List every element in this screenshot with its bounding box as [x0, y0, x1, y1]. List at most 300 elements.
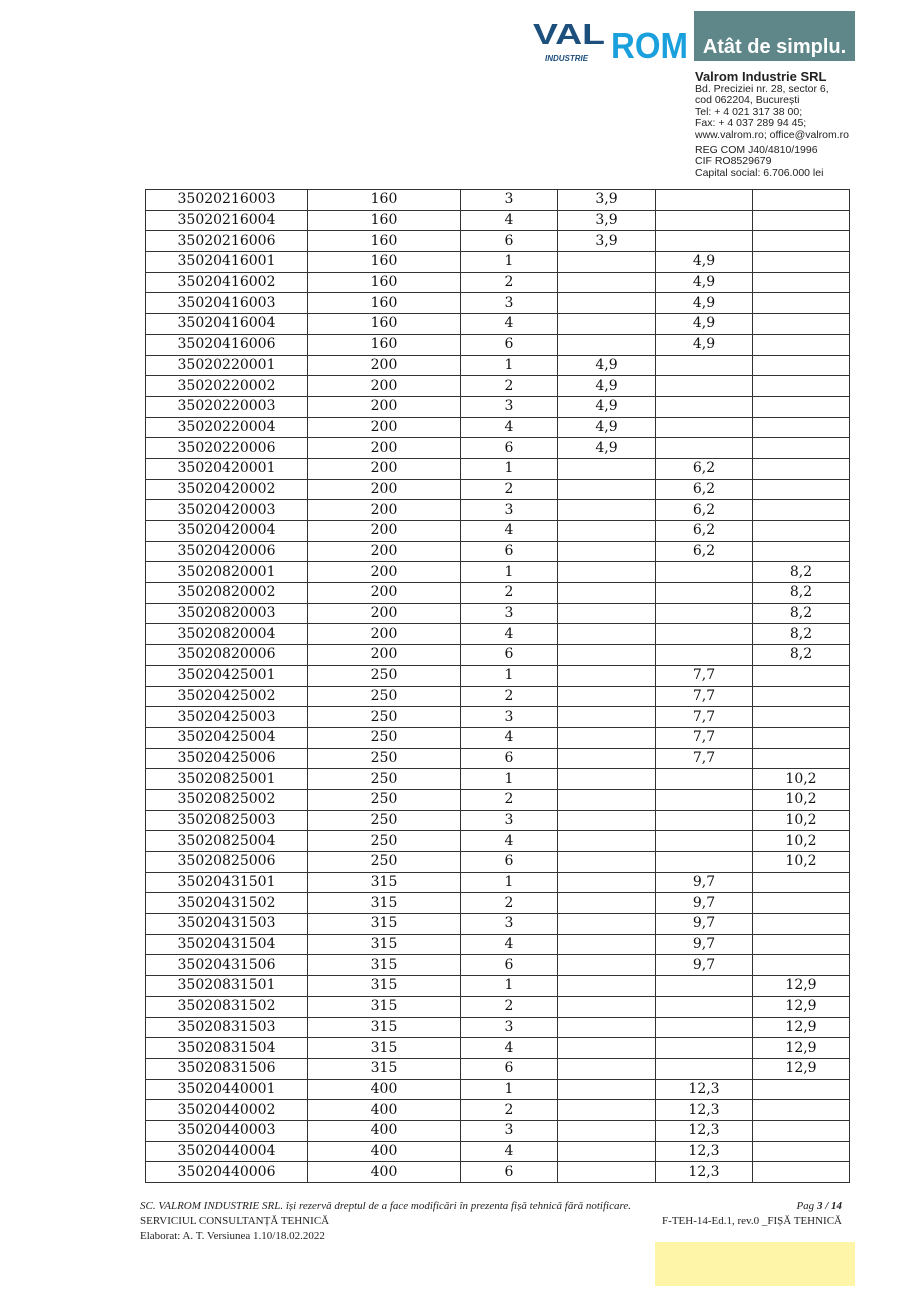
- table-row: [146, 376, 850, 397]
- table-cell: [558, 458, 656, 479]
- table-cell: 35020416006: [146, 334, 308, 355]
- table-row: [146, 190, 850, 211]
- table-cell: [558, 727, 656, 748]
- table-row: [146, 1017, 850, 1038]
- table-cell: 35020440001: [146, 1079, 308, 1100]
- address-line: Bd. Preciziei nr. 28, sector 6,: [695, 83, 829, 95]
- table-cell: [753, 396, 850, 417]
- table-cell: 6,2: [656, 458, 753, 479]
- table-cell: 3: [461, 190, 558, 211]
- table-cell: [656, 231, 753, 252]
- table-cell: 250: [308, 727, 461, 748]
- table-row: [146, 562, 850, 583]
- table-cell: 3: [461, 603, 558, 624]
- company-info: [695, 70, 849, 179]
- table-cell: 35020220003: [146, 396, 308, 417]
- table-cell: 35020820004: [146, 624, 308, 645]
- table-cell: 200: [308, 645, 461, 666]
- table-cell: [656, 583, 753, 604]
- table-cell: 35020420004: [146, 521, 308, 542]
- table-cell: [558, 645, 656, 666]
- table-cell: [558, 831, 656, 852]
- table-cell: 6,2: [656, 479, 753, 500]
- table-cell: 35020220006: [146, 438, 308, 459]
- web-email-line: www.valrom.ro; office@valrom.ro: [695, 128, 850, 141]
- table-cell: 6: [461, 1058, 558, 1079]
- table-cell: 315: [308, 1038, 461, 1059]
- table-cell: 6: [461, 438, 558, 459]
- table-cell: 315: [308, 893, 461, 914]
- table-cell: 2: [461, 479, 558, 500]
- table-cell: 1: [461, 458, 558, 479]
- table-cell: 315: [308, 1017, 461, 1038]
- table-row: [146, 1079, 850, 1100]
- table-cell: [558, 1079, 656, 1100]
- table-cell: 35020825006: [146, 852, 308, 873]
- table-cell: 35020425003: [146, 707, 308, 728]
- table-row: [146, 769, 850, 790]
- table-cell: [558, 1120, 656, 1141]
- table-cell: [558, 686, 656, 707]
- table-cell: [753, 355, 850, 376]
- table-cell: 35020220004: [146, 417, 308, 438]
- table-cell: [558, 1058, 656, 1079]
- table-cell: 12,9: [753, 976, 850, 997]
- table-cell: 200: [308, 376, 461, 397]
- table-row: [146, 748, 850, 769]
- table-cell: 200: [308, 541, 461, 562]
- table-cell: [656, 1017, 753, 1038]
- table-cell: [558, 624, 656, 645]
- table-cell: 4,9: [558, 396, 656, 417]
- phone-line: Tel: + 4 021 317 38 00;: [695, 105, 803, 118]
- table-row: [146, 583, 850, 604]
- table-cell: 2: [461, 893, 558, 914]
- table-cell: 4,9: [558, 417, 656, 438]
- table-cell: 1: [461, 769, 558, 790]
- table-row: [146, 500, 850, 521]
- table-cell: 315: [308, 1058, 461, 1079]
- table-cell: 9,7: [656, 955, 753, 976]
- table-row: [146, 458, 850, 479]
- svg-text:VAL: VAL: [533, 19, 605, 51]
- table-cell: 3: [461, 1017, 558, 1038]
- table-cell: 400: [308, 1141, 461, 1162]
- table-cell: [558, 293, 656, 314]
- table-cell: 35020431502: [146, 893, 308, 914]
- table-cell: 9,7: [656, 872, 753, 893]
- table-cell: 7,7: [656, 686, 753, 707]
- table-cell: 2: [461, 1100, 558, 1121]
- disclaimer: SC. VALROM INDUSTRIE SRL. își rezervă dreptul de a face modificări în prezenta fișă tehnică fără notificare.: [140, 1200, 631, 1212]
- table-cell: 160: [308, 231, 461, 252]
- table-cell: 35020420002: [146, 479, 308, 500]
- table-row: [146, 727, 850, 748]
- table-cell: 1: [461, 252, 558, 273]
- table-cell: 35020416004: [146, 314, 308, 335]
- table-cell: 3: [461, 707, 558, 728]
- address-line: cod 062204, București: [695, 94, 800, 107]
- table-cell: 10,2: [753, 769, 850, 790]
- table-cell: 35020431503: [146, 914, 308, 935]
- table-cell: [753, 541, 850, 562]
- table-cell: [558, 955, 656, 976]
- table-cell: [753, 893, 850, 914]
- table-cell: 35020825004: [146, 831, 308, 852]
- table-cell: [558, 521, 656, 542]
- table-cell: [753, 458, 850, 479]
- table-cell: 200: [308, 624, 461, 645]
- table-cell: [558, 314, 656, 335]
- table-row: [146, 417, 850, 438]
- table-cell: [558, 1017, 656, 1038]
- table-row: [146, 914, 850, 935]
- table-cell: 4,9: [656, 293, 753, 314]
- table-cell: 3: [461, 810, 558, 831]
- table-cell: [656, 810, 753, 831]
- table-cell: [656, 438, 753, 459]
- table-cell: [753, 314, 850, 335]
- table-cell: 35020216004: [146, 210, 308, 231]
- table-cell: 2: [461, 376, 558, 397]
- table-cell: [656, 562, 753, 583]
- fax-line: Fax: + 4 037 289 94 45;: [695, 117, 807, 130]
- table-cell: 35020820002: [146, 583, 308, 604]
- table-cell: [656, 769, 753, 790]
- table-cell: 1: [461, 355, 558, 376]
- table-cell: 35020220001: [146, 355, 308, 376]
- page-number: 3 / 14: [816, 1200, 842, 1212]
- table-cell: 9,7: [656, 893, 753, 914]
- table-cell: 6: [461, 541, 558, 562]
- table-cell: 6: [461, 645, 558, 666]
- table-cell: 10,2: [753, 852, 850, 873]
- table-cell: 35020440006: [146, 1162, 308, 1183]
- table-cell: 6: [461, 231, 558, 252]
- table-cell: 315: [308, 976, 461, 997]
- page-indicator: Pag 3 / 14: [796, 1200, 842, 1212]
- table-cell: 4: [461, 314, 558, 335]
- table-cell: 8,2: [753, 562, 850, 583]
- table-cell: 250: [308, 686, 461, 707]
- table-cell: [753, 748, 850, 769]
- table-cell: 6: [461, 748, 558, 769]
- registry-line: CIF RO8529679: [695, 155, 772, 168]
- table-cell: [558, 252, 656, 273]
- table-cell: [753, 521, 850, 542]
- table-row: [146, 810, 850, 831]
- company-name: Valrom Industrie SRL: [695, 69, 827, 84]
- table-cell: 3,9: [558, 190, 656, 211]
- table-cell: [656, 396, 753, 417]
- table-cell: [753, 1100, 850, 1121]
- table-cell: 35020831506: [146, 1058, 308, 1079]
- table-cell: 35020440004: [146, 1141, 308, 1162]
- table-cell: 8,2: [753, 624, 850, 645]
- table-cell: [558, 976, 656, 997]
- table-cell: [753, 376, 850, 397]
- table-row: [146, 1162, 850, 1183]
- table-cell: 1: [461, 976, 558, 997]
- slogan-banner: Atât de simplu.: [694, 11, 855, 61]
- table-cell: [558, 1100, 656, 1121]
- table-cell: [558, 603, 656, 624]
- table-cell: 35020440002: [146, 1100, 308, 1121]
- table-cell: 35020831503: [146, 1017, 308, 1038]
- table-cell: 250: [308, 769, 461, 790]
- table-cell: 35020431504: [146, 934, 308, 955]
- table-cell: 6: [461, 852, 558, 873]
- svg-text:INDUSTRIE: INDUSTRIE: [545, 54, 589, 63]
- table-cell: [656, 210, 753, 231]
- table-cell: 3,9: [558, 210, 656, 231]
- table-cell: [656, 996, 753, 1017]
- table-cell: 250: [308, 852, 461, 873]
- department: SERVICIUL CONSULTANȚĂ TEHNICĂ: [140, 1215, 330, 1227]
- table-cell: [753, 479, 850, 500]
- table-cell: 200: [308, 458, 461, 479]
- table-cell: 4: [461, 1141, 558, 1162]
- table-cell: 10,2: [753, 789, 850, 810]
- table-cell: 35020820003: [146, 603, 308, 624]
- table-cell: [558, 1162, 656, 1183]
- table-cell: 315: [308, 955, 461, 976]
- table-cell: 250: [308, 810, 461, 831]
- table-row: [146, 1120, 850, 1141]
- table-row: [146, 355, 850, 376]
- table-cell: 9,7: [656, 914, 753, 935]
- table-row: [146, 645, 850, 666]
- table-row: [146, 872, 850, 893]
- table-cell: [753, 1141, 850, 1162]
- table-cell: 200: [308, 583, 461, 604]
- table-cell: 35020825003: [146, 810, 308, 831]
- registry-line: REG COM J40/4810/1996: [695, 144, 818, 157]
- table-cell: [558, 872, 656, 893]
- table-cell: [753, 1162, 850, 1183]
- table-cell: 12,3: [656, 1120, 753, 1141]
- table-row: [146, 1058, 850, 1079]
- table-cell: [656, 417, 753, 438]
- table-cell: 12,9: [753, 1017, 850, 1038]
- table-cell: 35020216003: [146, 190, 308, 211]
- table-row: [146, 603, 850, 624]
- table-cell: 35020420003: [146, 500, 308, 521]
- table-cell: 4,9: [656, 314, 753, 335]
- table-cell: [558, 1038, 656, 1059]
- table-cell: 6,2: [656, 500, 753, 521]
- table-cell: [558, 272, 656, 293]
- table-cell: [558, 789, 656, 810]
- table-cell: 9,7: [656, 934, 753, 955]
- table-cell: 400: [308, 1162, 461, 1183]
- table-row: [146, 314, 850, 335]
- table-row: [146, 479, 850, 500]
- table-cell: 10,2: [753, 831, 850, 852]
- table-cell: [753, 190, 850, 211]
- table-cell: 250: [308, 748, 461, 769]
- table-cell: 6: [461, 334, 558, 355]
- table-cell: [753, 665, 850, 686]
- table-cell: 2: [461, 272, 558, 293]
- table-cell: [656, 831, 753, 852]
- table-row: [146, 1141, 850, 1162]
- table-cell: 200: [308, 396, 461, 417]
- table-cell: 12,3: [656, 1162, 753, 1183]
- table-cell: 4: [461, 210, 558, 231]
- table-cell: [656, 976, 753, 997]
- table-row: [146, 293, 850, 314]
- table-cell: 400: [308, 1079, 461, 1100]
- table-cell: [558, 769, 656, 790]
- table-cell: [753, 438, 850, 459]
- table-cell: [558, 1141, 656, 1162]
- table-cell: 250: [308, 789, 461, 810]
- table-cell: [558, 810, 656, 831]
- table-cell: 200: [308, 521, 461, 542]
- table-cell: 200: [308, 562, 461, 583]
- table-cell: 7,7: [656, 665, 753, 686]
- table-cell: [656, 376, 753, 397]
- table-cell: 160: [308, 293, 461, 314]
- table-row: [146, 541, 850, 562]
- table-cell: 8,2: [753, 583, 850, 604]
- table-cell: [558, 852, 656, 873]
- table-cell: 3: [461, 293, 558, 314]
- table-cell: 35020825001: [146, 769, 308, 790]
- table-cell: 200: [308, 603, 461, 624]
- table-row: [146, 438, 850, 459]
- table-cell: [753, 955, 850, 976]
- table-cell: 35020831501: [146, 976, 308, 997]
- table-cell: 4,9: [656, 272, 753, 293]
- table-cell: 315: [308, 914, 461, 935]
- table-cell: [753, 293, 850, 314]
- table-row: [146, 210, 850, 231]
- table-cell: [753, 872, 850, 893]
- table-cell: 4: [461, 521, 558, 542]
- table-cell: 4: [461, 831, 558, 852]
- table-cell: 35020420001: [146, 458, 308, 479]
- table-cell: [753, 252, 850, 273]
- table-cell: 4: [461, 934, 558, 955]
- table-row: [146, 252, 850, 273]
- table-row: [146, 1100, 850, 1121]
- table-cell: 250: [308, 665, 461, 686]
- table-cell: 35020820006: [146, 645, 308, 666]
- table-cell: 35020416002: [146, 272, 308, 293]
- table-cell: 35020440003: [146, 1120, 308, 1141]
- table-cell: 200: [308, 355, 461, 376]
- table-cell: [656, 789, 753, 810]
- table-row: [146, 272, 850, 293]
- table-cell: 3: [461, 500, 558, 521]
- table-cell: 35020831502: [146, 996, 308, 1017]
- table-row: [146, 976, 850, 997]
- table-cell: 8,2: [753, 603, 850, 624]
- table-cell: 35020216006: [146, 231, 308, 252]
- table-row: [146, 665, 850, 686]
- highlight-box: [655, 1242, 855, 1286]
- table-cell: [753, 210, 850, 231]
- table-cell: 1: [461, 872, 558, 893]
- table-cell: 4: [461, 417, 558, 438]
- table-cell: [656, 190, 753, 211]
- table-cell: 4: [461, 624, 558, 645]
- table-row: [146, 955, 850, 976]
- table-cell: [558, 541, 656, 562]
- table-cell: 160: [308, 334, 461, 355]
- table-cell: 10,2: [753, 810, 850, 831]
- table-cell: 400: [308, 1120, 461, 1141]
- table-cell: 315: [308, 934, 461, 955]
- table-cell: 35020420006: [146, 541, 308, 562]
- valrom-logo: [533, 18, 688, 63]
- table-cell: [656, 1058, 753, 1079]
- table-cell: 160: [308, 210, 461, 231]
- table-cell: 12,9: [753, 996, 850, 1017]
- table-cell: [753, 914, 850, 935]
- table-cell: 35020820001: [146, 562, 308, 583]
- table-cell: 35020425004: [146, 727, 308, 748]
- table-cell: [753, 417, 850, 438]
- table-cell: 3,9: [558, 231, 656, 252]
- table-cell: [753, 1120, 850, 1141]
- table-cell: 200: [308, 438, 461, 459]
- table-cell: [753, 231, 850, 252]
- table-row: [146, 686, 850, 707]
- table-cell: 6: [461, 1162, 558, 1183]
- table-row: [146, 624, 850, 645]
- table-cell: 315: [308, 996, 461, 1017]
- table-cell: 35020416003: [146, 293, 308, 314]
- table-cell: [656, 355, 753, 376]
- table-cell: [558, 479, 656, 500]
- table-cell: 35020825002: [146, 789, 308, 810]
- table-row: [146, 334, 850, 355]
- registry-line: Capital social: 6.706.000 lei: [695, 166, 824, 179]
- table-cell: 1: [461, 562, 558, 583]
- table-cell: 160: [308, 190, 461, 211]
- table-cell: 2: [461, 686, 558, 707]
- table-cell: [656, 645, 753, 666]
- table-cell: 4,9: [558, 376, 656, 397]
- table-cell: 200: [308, 500, 461, 521]
- table-cell: [558, 583, 656, 604]
- page-footer: [140, 1199, 842, 1244]
- table-cell: 35020425002: [146, 686, 308, 707]
- table-cell: 400: [308, 1100, 461, 1121]
- table-cell: 7,7: [656, 727, 753, 748]
- table-cell: [656, 603, 753, 624]
- table-cell: 8,2: [753, 645, 850, 666]
- table-cell: [753, 272, 850, 293]
- table-cell: 12,3: [656, 1079, 753, 1100]
- table-cell: 12,3: [656, 1100, 753, 1121]
- table-cell: 3: [461, 914, 558, 935]
- table-cell: 2: [461, 789, 558, 810]
- table-cell: 3: [461, 396, 558, 417]
- table-cell: 35020831504: [146, 1038, 308, 1059]
- table-row: [146, 831, 850, 852]
- table-cell: 3: [461, 1120, 558, 1141]
- table-cell: [656, 1038, 753, 1059]
- table-row: [146, 996, 850, 1017]
- table-cell: 35020425006: [146, 748, 308, 769]
- table-cell: 35020431501: [146, 872, 308, 893]
- table-cell: 200: [308, 417, 461, 438]
- table-row: [146, 396, 850, 417]
